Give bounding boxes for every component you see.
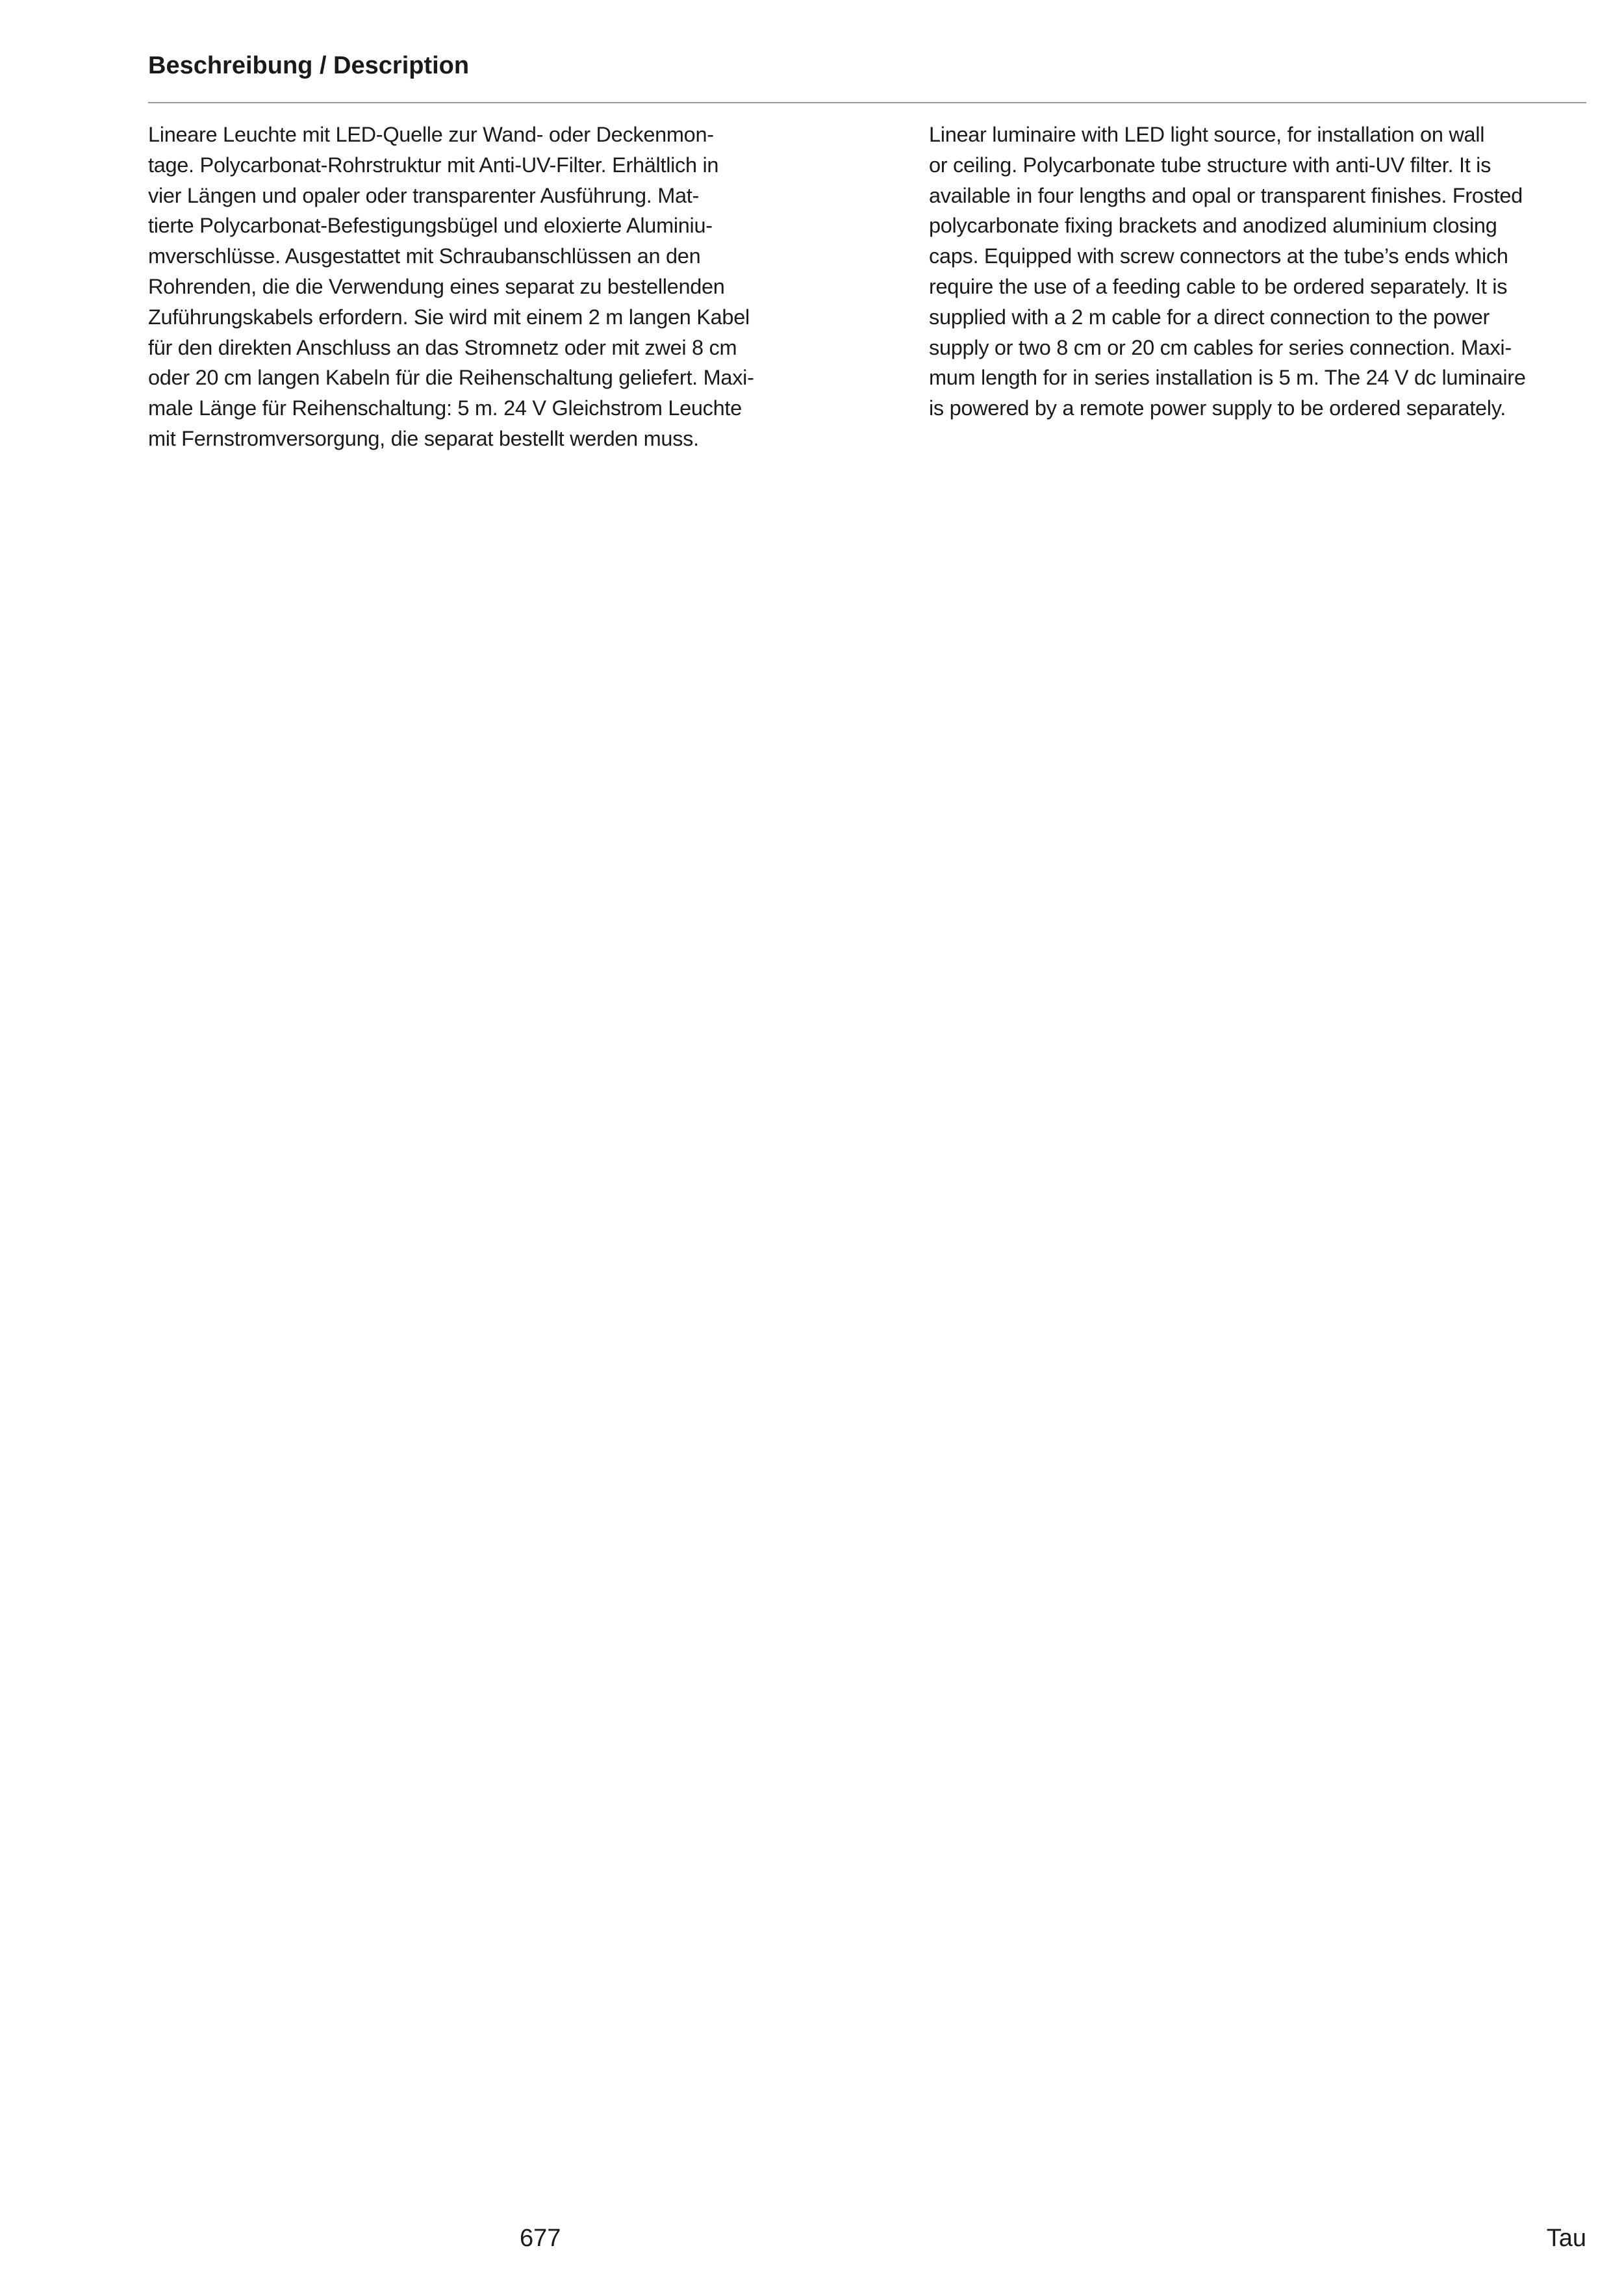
text-line: mit Fernstromversorgung, die separat bestellt werden muss. bbox=[148, 426, 699, 450]
text-line: supplied with a 2 m cable for a direct connection to the power bbox=[929, 305, 1490, 329]
text-line: tierte Polycarbonat-Befestigungsbügel und eloxierte Aluminiu- bbox=[148, 214, 713, 238]
text-line: Rohrenden, die die Verwendung eines separat zu bestellenden bbox=[148, 274, 725, 298]
text-line: tage. Polycarbonat-Rohrstruktur mit Anti-UV-Filter. Erhältlich in bbox=[148, 153, 719, 177]
text-line: polycarbonate fixing brackets and anodized aluminium closing bbox=[929, 214, 1497, 238]
text-line: supply or two 8 cm or 20 cm cables for series connection. Maxi- bbox=[929, 335, 1512, 359]
product-family-name: Tau bbox=[1546, 2225, 1586, 2252]
text-line: is powered by a remote power supply to be ordered separately. bbox=[929, 396, 1506, 420]
description-german bbox=[148, 120, 824, 454]
text-line: male Länge für Reihenschaltung: 5 m. 24 V Gleichstrom Leuchte bbox=[148, 396, 742, 420]
heading-divider bbox=[148, 102, 1586, 103]
page-number: 677 bbox=[520, 2225, 561, 2252]
page-title: Beschreibung / Description bbox=[148, 52, 470, 79]
text-line: Linear luminaire with LED light source, for installation on wall bbox=[929, 123, 1485, 146]
text-line: caps. Equipped with screw connectors at the tube’s ends which bbox=[929, 244, 1508, 268]
description-english bbox=[929, 120, 1605, 424]
text-line: Lineare Leuchte mit LED-Quelle zur Wand- oder Deckenmon- bbox=[148, 123, 714, 146]
text-line: available in four lengths and opal or transparent finishes. Frosted bbox=[929, 183, 1523, 207]
text-line: or ceiling. Polycarbonate tube structure with anti-UV filter. It is bbox=[929, 153, 1491, 177]
text-line: oder 20 cm langen Kabeln für die Reihenschaltung geliefert. Maxi- bbox=[148, 366, 754, 390]
text-line: mum length for in series installation is 5 m. The 24 V dc luminaire bbox=[929, 366, 1526, 390]
text-line: für den direkten Anschluss an das Stromnetz oder mit zwei 8 cm bbox=[148, 335, 737, 359]
text-line: require the use of a feeding cable to be ordered separately. It is bbox=[929, 274, 1508, 298]
text-line: vier Längen und opaler oder transparenter Ausführung. Mat- bbox=[148, 183, 700, 207]
text-line: Zuführungskabels erfordern. Sie wird mit einem 2 m langen Kabel bbox=[148, 305, 750, 329]
text-line: mverschlüsse. Ausgestattet mit Schraubanschlüssen an den bbox=[148, 244, 701, 268]
